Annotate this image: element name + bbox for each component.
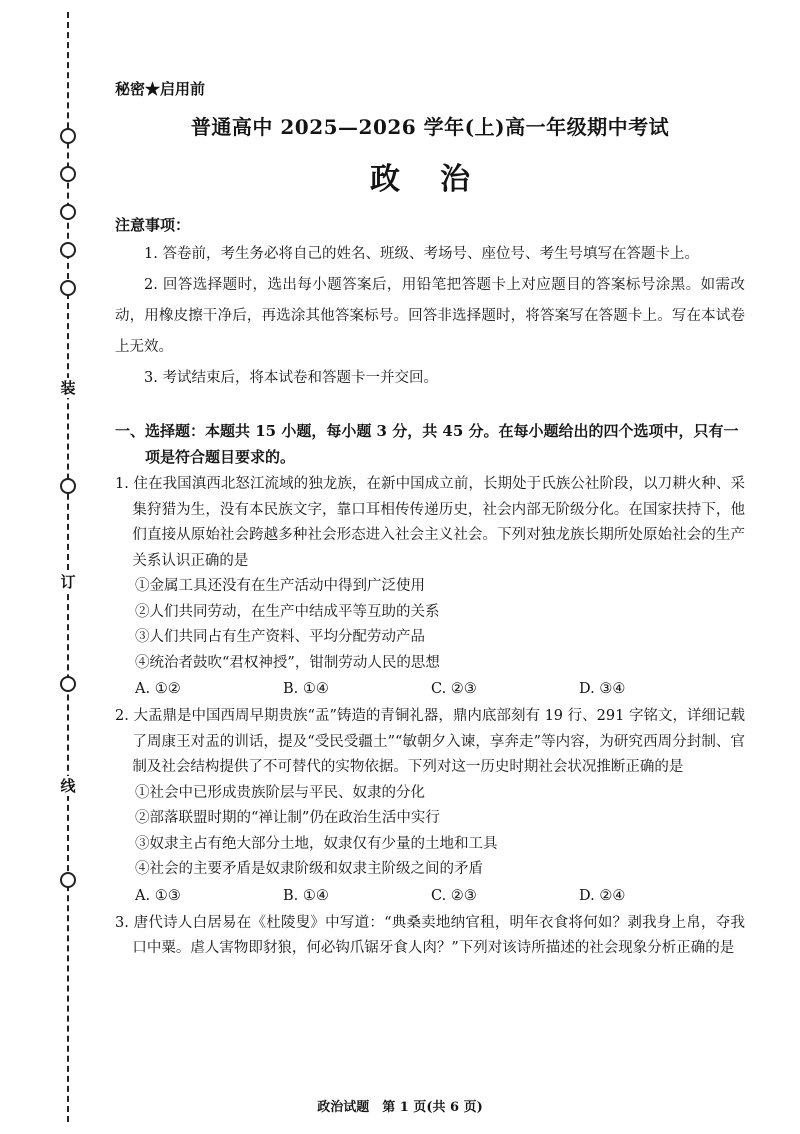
section-heading: 一、选择题：本题共 15 小题，每小题 3 分，共 45 分。在每小题给出的四个选项中，只有一项是符合题目要求的。 — [115, 422, 739, 466]
binding-hole-icon — [60, 204, 76, 220]
choice-a: A. ①② — [135, 681, 181, 697]
question-statement: ③奴隶主占有绝大部分土地，奴隶仅有少量的土地和工具 — [135, 835, 498, 852]
choice-a: A. ①③ — [135, 887, 181, 904]
question-statement: ①金属工具还没有在生产活动中得到广泛使用 — [135, 578, 425, 594]
binding-char-xian: 线 — [58, 776, 78, 796]
exam-page — [115, 72, 745, 962]
page-footer: 政治试题 第 1 页(共 6 页) — [317, 1100, 483, 1115]
question-stem: 3. 唐代诗人白居易在《杜陵叟》中写道：“典桑卖地纳官租，明年衣食将何如？剥我身上帛，夺我口中粟。虐人害物即豺狼，何必钩爪锯牙食人肉？”下列对该诗所描述的社会现象分析正确的是 — [115, 914, 745, 956]
notes-heading: 注意事项： — [115, 216, 191, 234]
note-item: 3. 考试结束后，将本试卷和答题卡一并交回。 — [144, 370, 438, 386]
question-stem: 2. 大盂鼎是中国西周早期贵族“盂”铸造的青铜礼器，鼎内底部刻有 19 行、291 字铭文，详细记载了周康王对盂的训话，提及“受民受疆土”“敏朝夕入谏，享奔走”等内容，为研究西周分封制、官制及社会结构提供了不可替代的实物依据。下列对这一历史时期社会状况推断正确的是 — [115, 708, 745, 775]
binding-hole-icon — [60, 280, 76, 296]
answer-choices — [135, 676, 745, 702]
binding-hole-icon — [60, 242, 76, 258]
choice-d: D. ②④ — [579, 887, 626, 904]
binding-char-ding: 订 — [58, 572, 78, 592]
binding-char-zhuang: 装 — [58, 378, 78, 398]
choice-c: C. ②③ — [431, 887, 477, 904]
question-1 — [115, 472, 745, 702]
binding-hole-icon — [60, 872, 76, 888]
choice-b: B. ①④ — [283, 681, 329, 697]
binding-hole-icon — [60, 676, 76, 692]
binding-hole-icon — [60, 128, 76, 144]
exam-title: 普通高中 2025—2026 学年(上)高一年级期中考试 — [190, 115, 670, 139]
question-statement: ①社会中已形成贵族阶层与平民、奴隶的分化 — [135, 784, 425, 801]
confidential-label: 秘密★启用前 — [115, 80, 206, 98]
question-3 — [115, 911, 745, 962]
note-item: 1. 答卷前，考生务必将自己的姓名、班级、考场号、座位号、考生号填写在答题卡上。 — [144, 246, 699, 262]
choice-c: C. ②③ — [431, 681, 477, 697]
question-statement: ②人们共同劳动，在生产中结成平等互助的关系 — [135, 603, 440, 620]
choice-d: D. ③④ — [579, 681, 626, 697]
answer-choices — [135, 883, 745, 909]
binding-hole-icon — [60, 166, 76, 182]
question-stem: 1. 住在我国滇西北怒江流域的独龙族，在新中国成立前，长期处于氏族公社阶段，以刀耕火种、采集狩猎为生，没有本民族文字，靠口耳相传传递历史，社会内部无阶级分化。在国家扶持下，他们直接从原始社会跨越多种社会形态进入社会主义社会。下列对独龙族长期所处原始社会的生产关系认识正确的是 — [115, 476, 745, 569]
question-2 — [115, 704, 745, 909]
question-statement: ②部落联盟时期的“禅让制”仍在政治生活中实行 — [135, 810, 440, 826]
note-item: 2. 回答选择题时，选出每小题答案后，用铅笔把答题卡上对应题目的答案标号涂黑。如需改动，用橡皮擦干净后，再选涂其他答案标号。回答非选择题时，将答案写在答题卡上。写在本试卷上无效。 — [115, 277, 745, 355]
choice-b: B. ①④ — [283, 887, 329, 904]
question-statement: ④统治者鼓吹“君权神授”，钳制劳动人民的思想 — [135, 654, 440, 671]
binding-hole-icon — [60, 478, 76, 494]
question-statement: ④社会的主要矛盾是奴隶阶级和奴隶主阶级之间的矛盾 — [135, 861, 483, 877]
question-statement: ③人们共同占有生产资料、平均分配劳动产品 — [135, 629, 425, 645]
subject-title: 政治 — [370, 162, 510, 197]
